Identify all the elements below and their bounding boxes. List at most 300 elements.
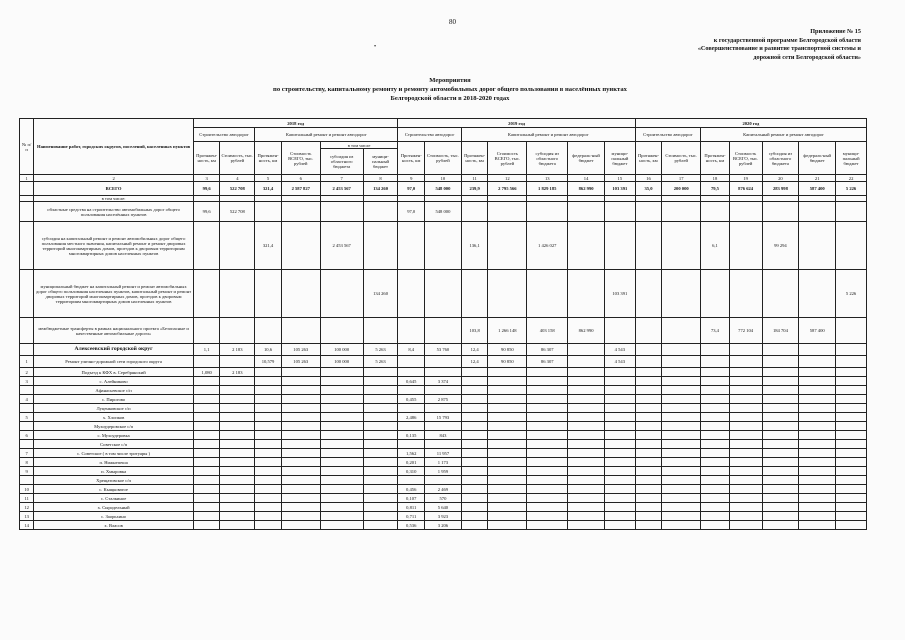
cell-value [729, 222, 762, 270]
cell-value [281, 222, 320, 270]
row-label: в том числе: [34, 196, 194, 202]
cell-value [320, 467, 363, 476]
cell-value: 587 400 [799, 182, 836, 196]
column-number: 1 [20, 175, 34, 182]
cell-value [635, 431, 662, 440]
cell-value [527, 476, 568, 485]
cell-value [255, 431, 282, 440]
cell-value [320, 395, 363, 404]
cell-value [729, 476, 762, 485]
table-row [20, 449, 867, 458]
cell-value [425, 356, 462, 368]
cell-value [836, 377, 867, 386]
cell-value [255, 395, 282, 404]
cell-value [729, 449, 762, 458]
cell-value [605, 377, 636, 386]
column-number: 6 [281, 175, 320, 182]
row-number [20, 182, 34, 196]
cell-value [488, 467, 527, 476]
row-label: Ремонт улично-дорожной сети городского округа [34, 356, 194, 368]
cell-value [662, 318, 701, 344]
cell-value: 3 206 [425, 521, 462, 530]
cell-value [605, 485, 636, 494]
cell-value [527, 395, 568, 404]
cell-value [729, 521, 762, 530]
cell-value [762, 431, 799, 440]
cell-value [836, 440, 867, 449]
cell-value [729, 431, 762, 440]
table-row [20, 458, 867, 467]
cell-value [762, 202, 799, 222]
subtotal-row [20, 202, 867, 222]
row-number: 3 [20, 377, 34, 386]
cell-value: 2 453 567 [320, 222, 363, 270]
cell-value [701, 368, 730, 377]
cell-value [568, 368, 605, 377]
cell-value [220, 422, 255, 431]
cell-value [762, 344, 799, 356]
cell-value [527, 368, 568, 377]
cell-value [662, 440, 701, 449]
cell-value [398, 318, 425, 344]
cell-value [836, 521, 867, 530]
cell-value [762, 467, 799, 476]
cell-value [255, 512, 282, 521]
cell-value [635, 318, 662, 344]
cell-value [836, 458, 867, 467]
cell-value [488, 386, 527, 395]
cell-value [729, 503, 762, 512]
cell-value [701, 512, 730, 521]
cell-value [220, 440, 255, 449]
cell-value [799, 344, 836, 356]
cell-value [701, 395, 730, 404]
table-row [20, 413, 867, 422]
row-number [20, 440, 34, 449]
cell-value: 1,562 [398, 449, 425, 458]
cell-value: 103 391 [605, 182, 636, 196]
cell-value [635, 413, 662, 422]
cell-value [363, 485, 398, 494]
cell-value [568, 431, 605, 440]
cell-value [701, 494, 730, 503]
cell-value [605, 368, 636, 377]
row-label: Подъезд к КФХ в. Серебрянский [34, 368, 194, 377]
cell-value [461, 386, 488, 395]
cell-value [662, 467, 701, 476]
cell-value [461, 503, 488, 512]
cell-value: 1 173 [425, 458, 462, 467]
appendix-line: «Совершенствование и развитие транспортной системы и [697, 45, 861, 53]
cell-value [836, 404, 867, 413]
cell-value [281, 440, 320, 449]
cell-value [527, 413, 568, 422]
header-fed-budget: федераль-ный бюджет [568, 142, 605, 175]
cell-value [605, 404, 636, 413]
cell-value [635, 440, 662, 449]
row-label: п. Нижнепеша [34, 458, 194, 467]
cell-value [255, 202, 282, 222]
cell-value [255, 440, 282, 449]
title-line: по строительству, капитальному ремонту и ремонту автомобильных дорог общего пользования в населённых пунктах [273, 86, 627, 94]
row-number: 2 [20, 368, 34, 377]
cell-value [320, 476, 363, 485]
cell-value [398, 386, 425, 395]
cell-value [568, 467, 605, 476]
cell-value [461, 494, 488, 503]
cell-value [762, 270, 799, 318]
cell-value [281, 467, 320, 476]
cell-value: 134 260 [363, 182, 398, 196]
cell-value [220, 395, 255, 404]
cell-value: 5 640 [425, 503, 462, 512]
cell-value [193, 485, 220, 494]
cell-value [635, 404, 662, 413]
row-number: 12 [20, 503, 34, 512]
cell-value [635, 521, 662, 530]
cell-value [461, 521, 488, 530]
cell-value: 11 957 [425, 449, 462, 458]
cell-value [488, 422, 527, 431]
cell-value [729, 485, 762, 494]
cell-value [635, 344, 662, 356]
cell-value [281, 422, 320, 431]
row-number [20, 386, 34, 395]
cell-value [605, 318, 636, 344]
cell-value [425, 440, 462, 449]
cell-value [488, 395, 527, 404]
cell-value [662, 270, 701, 318]
cell-value: 15 793 [425, 413, 462, 422]
cell-value [799, 440, 836, 449]
cell-value [836, 344, 867, 356]
cell-value [635, 377, 662, 386]
cell-value [488, 521, 527, 530]
cell-value [255, 485, 282, 494]
row-label: с. Алейниково [34, 377, 194, 386]
cell-value [488, 413, 527, 422]
cell-value [635, 449, 662, 458]
cell-value [799, 449, 836, 458]
header-reg-subsidy: субсидия из областного бюджета [320, 149, 363, 175]
cell-value: 2 183 [220, 368, 255, 377]
cell-value: 0,811 [398, 503, 425, 512]
cell-value: 772 104 [729, 318, 762, 344]
cell-value [193, 494, 220, 503]
cell-value [799, 512, 836, 521]
cell-value [662, 222, 701, 270]
cell-value [488, 270, 527, 318]
cell-value [220, 467, 255, 476]
row-number: 14 [20, 521, 34, 530]
subtotal-row [20, 270, 867, 318]
cell-value [320, 431, 363, 440]
table-row [20, 485, 867, 494]
cell-value [193, 449, 220, 458]
cell-value: 5 226 [836, 182, 867, 196]
cell-value [662, 422, 701, 431]
cell-value [635, 494, 662, 503]
cell-value [836, 368, 867, 377]
cell-value: 876 624 [729, 182, 762, 196]
cell-value [220, 458, 255, 467]
row-label: п. Хмыровка [34, 467, 194, 476]
cell-value [425, 422, 462, 431]
cell-value: 522 708 [220, 202, 255, 222]
activities-table [19, 118, 867, 530]
cell-value [635, 202, 662, 222]
column-number: 13 [527, 175, 568, 182]
cell-value: 5 226 [836, 270, 867, 318]
cell-value [568, 485, 605, 494]
cell-value [701, 202, 730, 222]
cell-value: 97,0 [398, 182, 425, 196]
row-label: х. Хлопков [34, 413, 194, 422]
cell-value [527, 521, 568, 530]
cell-value: 2,486 [398, 413, 425, 422]
cell-value: 1,1 [193, 344, 220, 356]
cell-value [799, 503, 836, 512]
cell-value [363, 467, 398, 476]
cell-value [762, 395, 799, 404]
cell-value [461, 440, 488, 449]
cell-value [461, 467, 488, 476]
cell-value [635, 512, 662, 521]
cell-value [729, 270, 762, 318]
cell-value [320, 494, 363, 503]
cell-value [320, 458, 363, 467]
header-length: Протяжен-ность, км [461, 142, 488, 175]
cell-value [568, 202, 605, 222]
cell-value [635, 422, 662, 431]
cell-value [762, 494, 799, 503]
cell-value [701, 431, 730, 440]
cell-value [527, 467, 568, 476]
cell-value: 862 990 [568, 318, 605, 344]
cell-value [568, 377, 605, 386]
cell-value [836, 356, 867, 368]
cell-value [255, 476, 282, 485]
cell-value [488, 485, 527, 494]
cell-value: 0,711 [398, 512, 425, 521]
cell-value [701, 467, 730, 476]
cell-value [762, 404, 799, 413]
table-row [20, 377, 867, 386]
cell-value [281, 377, 320, 386]
cell-value: 105 263 [281, 356, 320, 368]
cell-value [281, 431, 320, 440]
cell-value [799, 431, 836, 440]
cell-value [836, 318, 867, 344]
cell-value [836, 476, 867, 485]
cell-value [729, 440, 762, 449]
cell-value [605, 467, 636, 476]
cell-value [799, 485, 836, 494]
cell-value [320, 449, 363, 458]
cell-value [363, 512, 398, 521]
column-number: 17 [662, 175, 701, 182]
cell-value [281, 395, 320, 404]
cell-value [635, 458, 662, 467]
cell-value [662, 404, 701, 413]
cell-value [320, 386, 363, 395]
cell-value [255, 422, 282, 431]
cell-value [568, 270, 605, 318]
cell-value [488, 404, 527, 413]
cell-value [605, 494, 636, 503]
cell-value [799, 422, 836, 431]
cell-value: 90 850 [488, 356, 527, 368]
column-number: 9 [398, 175, 425, 182]
cell-value [729, 404, 762, 413]
row-number [20, 202, 34, 222]
table-row [20, 431, 867, 440]
cell-value: 79,5 [701, 182, 730, 196]
cell-value: 3 374 [425, 377, 462, 386]
cell-value [662, 377, 701, 386]
row-number: 9 [20, 467, 34, 476]
row-number [20, 476, 34, 485]
cell-value: 99,6 [193, 202, 220, 222]
cell-value [762, 476, 799, 485]
cell-value [193, 222, 220, 270]
cell-value: 184 704 [762, 318, 799, 344]
cell-value [568, 476, 605, 485]
cell-value [799, 521, 836, 530]
cell-value [762, 386, 799, 395]
column-number: 12 [488, 175, 527, 182]
cell-value [836, 512, 867, 521]
header-capital-repair: Капитальный ремонт и ремонт автодорог [701, 128, 867, 142]
cell-value [701, 458, 730, 467]
cell-value [799, 413, 836, 422]
cell-value [527, 377, 568, 386]
header-cost: Стоимость, тыс. рублей [425, 142, 462, 175]
cell-value: 35,0 [635, 182, 662, 196]
row-label: с. Мухоудеровка [34, 431, 194, 440]
cell-value [193, 512, 220, 521]
header-construction: Строительство автодорог [635, 128, 700, 142]
cell-value [193, 458, 220, 467]
header-cost-total: Стоимость ВСЕГО, тыс. рублей [729, 142, 762, 175]
cell-value: 86 307 [527, 344, 568, 356]
cell-value [488, 449, 527, 458]
cell-value [281, 512, 320, 521]
cell-value [220, 485, 255, 494]
cell-value [568, 344, 605, 356]
cell-value [605, 422, 636, 431]
row-number [20, 344, 34, 356]
cell-value [363, 222, 398, 270]
cell-value [527, 512, 568, 521]
row-number: 7 [20, 449, 34, 458]
cell-value: 53 760 [425, 344, 462, 356]
cell-value [281, 476, 320, 485]
cell-value [320, 422, 363, 431]
cell-value [605, 386, 636, 395]
row-number [20, 270, 34, 318]
column-number: 14 [568, 175, 605, 182]
cell-value [701, 521, 730, 530]
cell-value [255, 521, 282, 530]
cell-value [425, 476, 462, 485]
cell-value [398, 476, 425, 485]
cell-value [762, 458, 799, 467]
row-label: ВСЕГО [34, 182, 194, 196]
row-number [20, 404, 34, 413]
cell-value: 403 158 [527, 318, 568, 344]
row-label: с. Пирогово [34, 395, 194, 404]
row-label: Алексеевский городской округ [34, 344, 194, 356]
header-length: Протяжен-ность, км [635, 142, 662, 175]
header-num: № п/п [20, 119, 34, 175]
cell-value [605, 503, 636, 512]
cell-value: 1 266 148 [488, 318, 527, 344]
cell-value [799, 202, 836, 222]
row-number: 13 [20, 512, 34, 521]
row-label: межбюджетные трансферты в рамках национального проекта «Безопасные и качественные автомобильные дороги» [34, 318, 194, 344]
header-construction: Строительство автодорог [398, 128, 461, 142]
column-number: 19 [729, 175, 762, 182]
cell-value: 3 923 [425, 512, 462, 521]
cell-value: 86 307 [527, 356, 568, 368]
column-number: 4 [220, 175, 255, 182]
cell-value [527, 404, 568, 413]
cell-value [799, 404, 836, 413]
cell-value [398, 440, 425, 449]
table-row [20, 512, 867, 521]
cell-value [762, 440, 799, 449]
row-label: с. Советское ( в том числе тротуары ) [34, 449, 194, 458]
cell-value [527, 422, 568, 431]
cell-value [220, 356, 255, 368]
cell-value [193, 440, 220, 449]
cell-value [836, 395, 867, 404]
cell-value [255, 413, 282, 422]
row-label: х. Сыродельный [34, 503, 194, 512]
cell-value [255, 494, 282, 503]
cell-value [220, 503, 255, 512]
cell-value [836, 449, 867, 458]
header-mun-budget: муници-пальный бюджет [605, 142, 636, 175]
cell-value [762, 413, 799, 422]
cell-value [193, 422, 220, 431]
cell-value [635, 368, 662, 377]
cell-value [799, 270, 836, 318]
title-line: Мероприятия [429, 77, 471, 84]
cell-value [701, 449, 730, 458]
cell-value [488, 440, 527, 449]
cell-value: 0,455 [398, 395, 425, 404]
cell-value [363, 318, 398, 344]
cell-value [799, 476, 836, 485]
cell-value [762, 521, 799, 530]
cell-value [527, 431, 568, 440]
cell-value [836, 431, 867, 440]
cell-value: 100 000 [320, 356, 363, 368]
cell-value: 843 [425, 431, 462, 440]
cell-value [799, 386, 836, 395]
cell-value [461, 202, 488, 222]
table-row [20, 440, 867, 449]
title-line: Белгородской области в 2018-2020 годах [390, 95, 510, 103]
cell-value [363, 413, 398, 422]
cell-value: 1 829 185 [527, 182, 568, 196]
cell-value [527, 270, 568, 318]
header-name: Наименование работ, городских округов, поселений, населенных пунктов [34, 119, 194, 175]
cell-value [605, 413, 636, 422]
cell-value [193, 356, 220, 368]
